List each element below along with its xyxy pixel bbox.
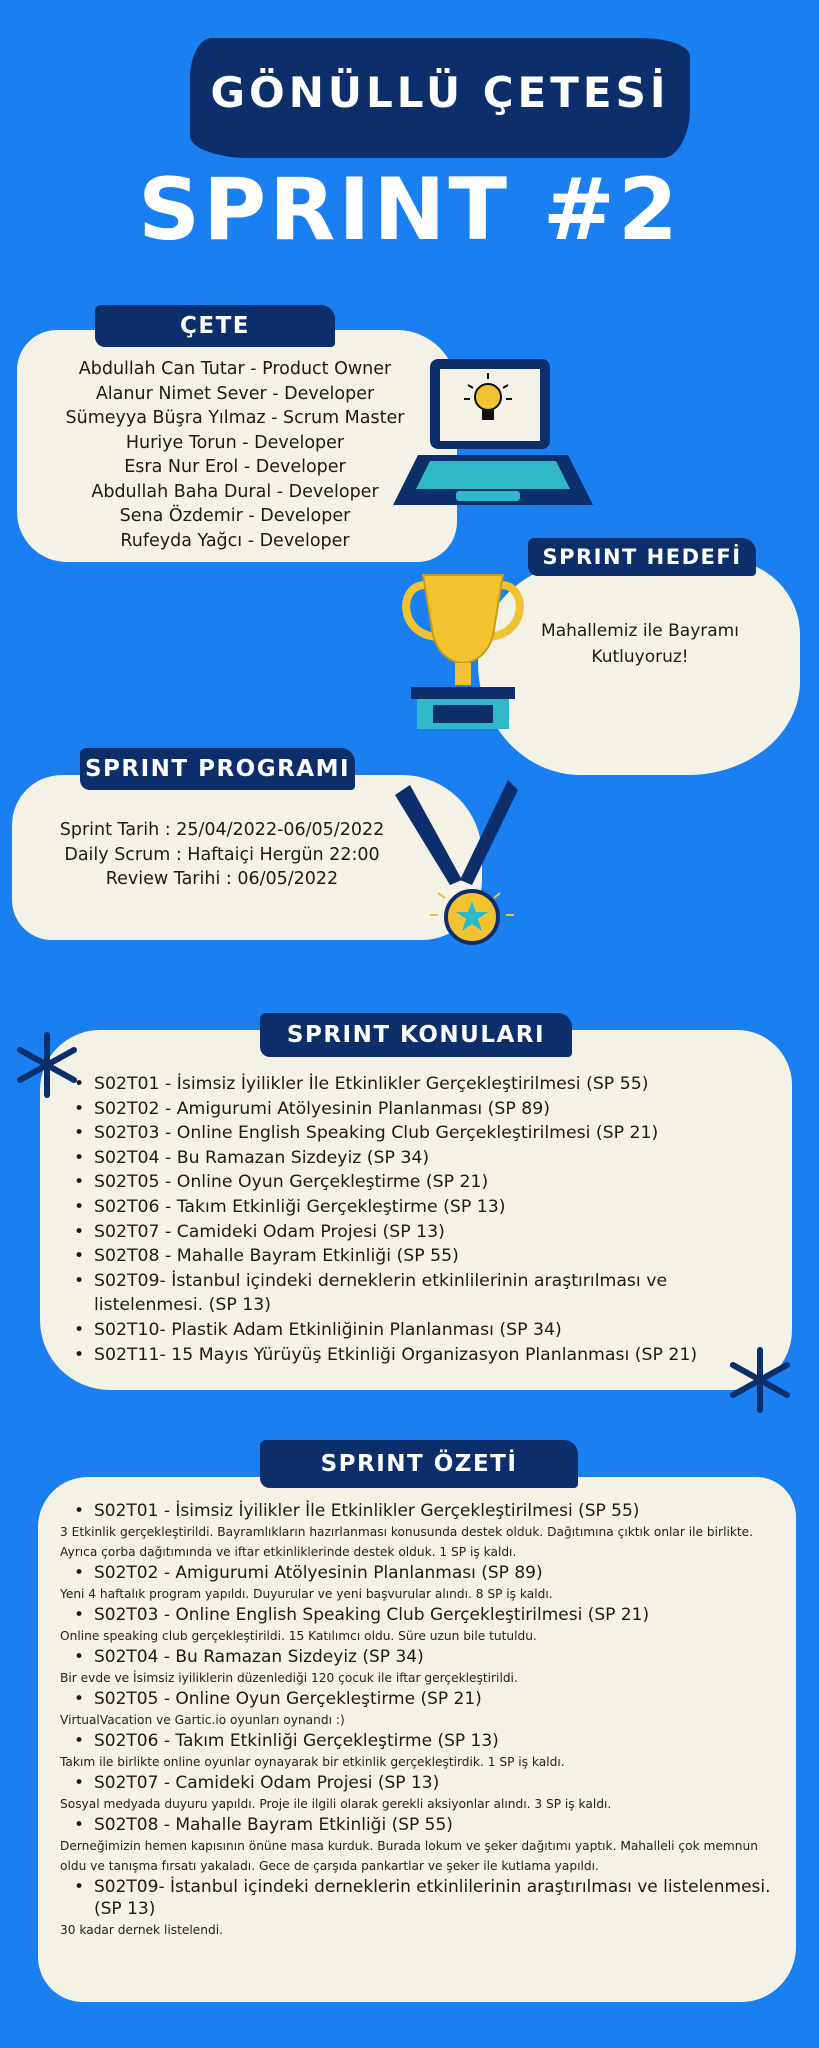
team-member: Sümeyya Büşra Yılmaz - Scrum Master <box>65 408 405 428</box>
summary-item-desc: Sosyal medyada duyuru yapıldı. Proje ile ilgili olarak gerekli aksiyonlar alındı. 3 SP iş kaldı. <box>60 1797 612 1811</box>
sprint-title: SPRINT #2 <box>138 160 681 260</box>
program-label: SPRINT PROGRAMI <box>80 748 355 790</box>
summary-item-desc: VirtualVacation ve Gartic.io oyunları oynandı :) <box>60 1713 345 1727</box>
summary-item-title: • S02T09- İstanbul içindeki derneklerin etkinlilerinin araştırılması ve listelenmesi. (SP 13) <box>60 1876 772 1920</box>
summary-item-title: • S02T07 - Camideki Odam Projesi (SP 13) <box>60 1772 772 1794</box>
summary-item-title: • S02T03 - Online English Speaking Club Gerçekleştirilmesi (SP 21) <box>60 1604 772 1626</box>
team-name-banner: GÖNÜLLÜ ÇETESİ <box>190 38 690 158</box>
summary-item-desc: 3 Etkinlik gerçekleştirildi. Bayramlıkların hazırlanması konusunda destek olduk. Dağıtımına çıktık onlar ile birlikte. Ayrıca çorba dağıtımında ve iftar etkinliklerinde destek olduk. 1 SP iş kaldı. <box>60 1525 754 1559</box>
summary-item-desc: 30 kadar dernek listelendi. <box>60 1923 223 1937</box>
topics-list <box>60 1072 760 1367</box>
list-item: • S02T11- 15 Mayıs Yürüyüş Etkinliği Organizasyon Planlanması (SP 21) <box>60 1343 760 1368</box>
program-lines <box>22 818 422 892</box>
list-item: • S02T06 - Takım Etkinliği Gerçekleştirme (SP 13) <box>60 1195 760 1220</box>
team-label: ÇETE <box>95 305 335 347</box>
team-member: Abdullah Baha Dural - Developer <box>91 481 379 502</box>
team-member: Esra Nur Erol - Developer <box>124 457 346 477</box>
summary-item-title: • S02T05 - Online Oyun Gerçekleştirme (SP 21) <box>60 1688 772 1710</box>
team-member: Alanur Nimet Sever - Developer <box>95 383 375 404</box>
program-line: Sprint Tarih : 25/04/2022-06/05/2022 <box>59 820 385 840</box>
goal-label: SPRINT HEDEFİ <box>528 538 756 576</box>
summary-label: SPRINT ÖZETİ <box>260 1440 578 1488</box>
asterisk-doodle-icon <box>12 1030 82 1100</box>
summary-item-desc: Bir evde ve İsimsiz iyiliklerin düzenlediği 120 çocuk ile iftar gerçekleştirildi. <box>60 1671 518 1685</box>
program-line: Daily Scrum : Haftaiçi Hergün 22:00 <box>64 844 380 865</box>
topics-label: SPRINT KONULARI <box>260 1013 572 1057</box>
summary-item-desc: Yeni 4 haftalık program yapıldı. Duyurular ve yeni başvurular alındı. 8 SP iş kaldı. <box>60 1587 553 1601</box>
list-item: • S02T07 - Camideki Odam Projesi (SP 13) <box>60 1220 760 1245</box>
list-item: • S02T01 - İsimsiz İyilikler İle Etkinlikler Gerçekleştirilmesi (SP 55) <box>60 1072 760 1097</box>
summary-item-title: • S02T08 - Mahalle Bayram Etkinliği (SP 55) <box>60 1814 772 1836</box>
list-item: • S02T09- İstanbul içindeki derneklerin etkinlilerinin araştırılması ve listelenmesi. (SP 13) <box>60 1269 760 1318</box>
asterisk-doodle-icon <box>725 1345 795 1415</box>
list-item: • S02T05 - Online Oyun Gerçekleştirme (SP 21) <box>60 1170 760 1195</box>
summary-item-desc: Takım ile birlikte online oyunlar oynayarak bir etkinlik gerçekleştirdik. 1 SP iş kaldı. <box>60 1755 565 1769</box>
team-member: Huriye Torun - Developer <box>125 432 345 453</box>
summary-item-desc: Online speaking club gerçekleştirildi. 15 Katılımcı oldu. Süre uzun bile tutuldu. <box>60 1629 537 1643</box>
summary-item-title: • S02T01 - İsimsiz İyilikler İle Etkinlikler Gerçekleştirilmesi (SP 55) <box>60 1500 772 1522</box>
goal-text: Mahallemiz ile Bayramı Kutluyoruz! <box>541 621 739 667</box>
list-item: • S02T08 - Mahalle Bayram Etkinliği (SP 55) <box>60 1244 760 1269</box>
program-line: Review Tarihi : 06/05/2022 <box>105 869 339 889</box>
team-member: Rufeyda Yağcı - Developer <box>120 530 350 551</box>
list-item: • S02T10- Plastik Adam Etkinliğinin Planlanması (SP 34) <box>60 1318 760 1343</box>
summary-list <box>60 1500 772 1940</box>
list-item: • S02T02 - Amigurumi Atölyesinin Planlanması (SP 89) <box>60 1097 760 1122</box>
team-member: Abdullah Can Tutar - Product Owner <box>78 359 392 379</box>
summary-item-title: • S02T02 - Amigurumi Atölyesinin Planlanması (SP 89) <box>60 1562 772 1584</box>
medal-icon <box>390 775 520 950</box>
summary-item-desc: Derneğimizin hemen kapısının önüne masa kurduk. Burada lokum ve şeker dağıtımı yaptık. Mahalleli çok memnun oldu ve tanışma fırsatı yakaladı. Gece de çarşıda pankartlar ve şeker ile kutlama yapıldı. <box>60 1839 758 1873</box>
summary-item-title: • S02T04 - Bu Ramazan Sizdeyiz (SP 34) <box>60 1646 772 1668</box>
laptop-lightbulb-icon <box>388 355 598 520</box>
trophy-icon <box>393 565 533 735</box>
team-member-list <box>30 357 440 553</box>
list-item: • S02T03 - Online English Speaking Club Gerçekleştirilmesi (SP 21) <box>60 1121 760 1146</box>
list-item: • S02T04 - Bu Ramazan Sizdeyiz (SP 34) <box>60 1146 760 1171</box>
summary-item-title: • S02T06 - Takım Etkinliği Gerçekleştirme (SP 13) <box>60 1730 772 1752</box>
team-member: Sena Özdemir - Developer <box>119 506 351 526</box>
